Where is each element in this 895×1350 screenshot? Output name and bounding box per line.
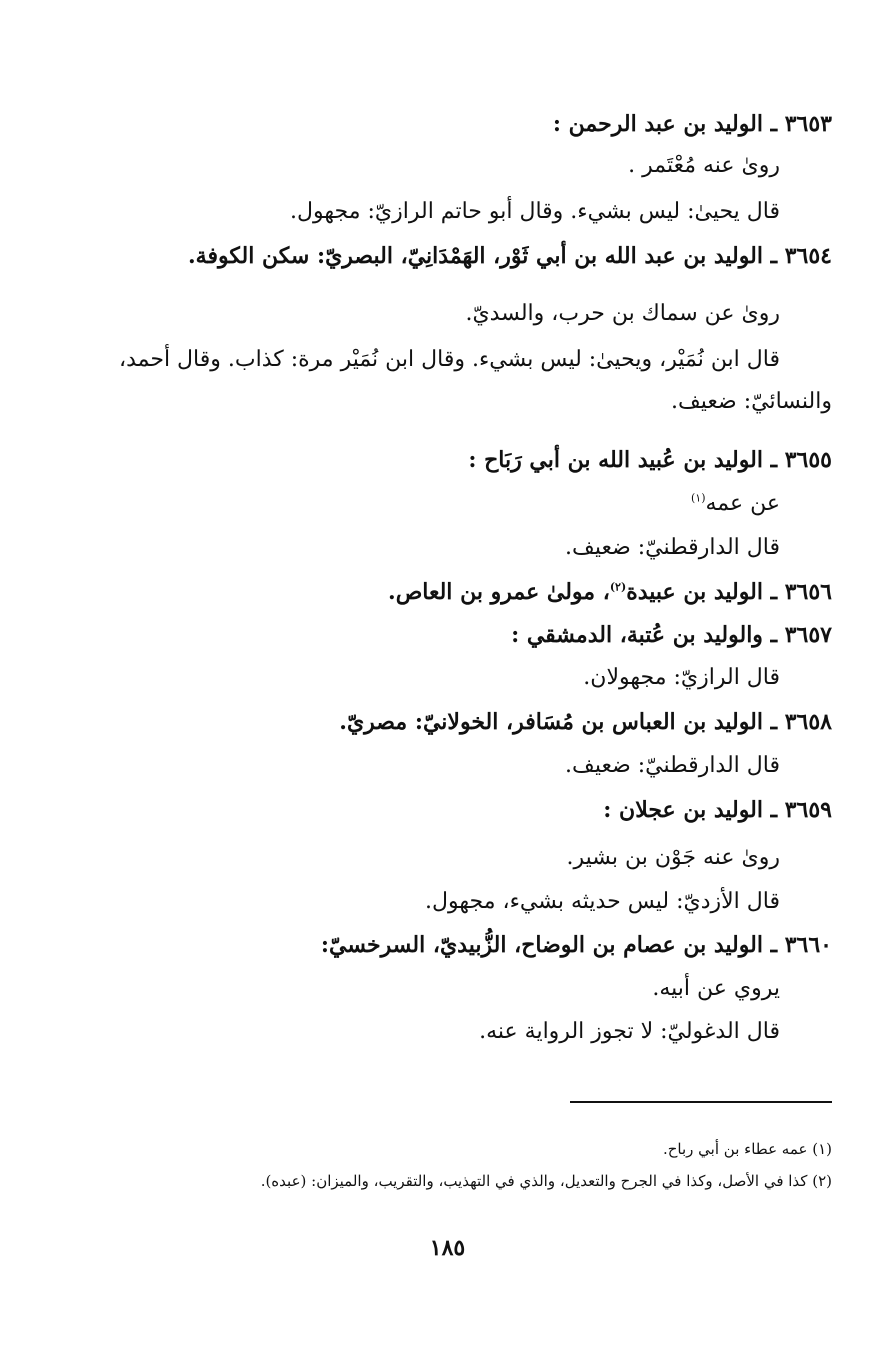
entry-text-line: رویٰ عن سماك بن حرب، والسديّ. [465, 301, 780, 326]
dash: ـ [770, 709, 778, 735]
entry-text: عن عمه [705, 491, 780, 516]
entry-text-line: قال يحيىٰ: ليس بشيء. وقال أبو حاتم الرازيّ: مجهول. [290, 199, 780, 224]
entry-number: ٣٦٥٨ [784, 709, 832, 735]
dash: ـ [770, 243, 778, 269]
entry-text-line: قال الأزديّ: ليس حديثه بشيء، مجهول. [425, 889, 780, 914]
footnote-ref: (٢) [609, 580, 627, 594]
entry-number: ٣٦٦٠ [784, 932, 832, 958]
entry-number: ٣٦٥٦ [784, 579, 832, 605]
entry-heading-3660 [321, 925, 832, 965]
entry-name: الوليد بن عجلان : [603, 797, 763, 823]
entry-heading-3653 [553, 104, 832, 144]
entry-heading-3659 [603, 790, 832, 830]
entry-name: الوليد بن عبيدة [626, 579, 763, 605]
entry-name: الوليد بن عُبيد الله بن أبي رَبَاح : [468, 447, 763, 473]
entry-number: ٣٦٥٤ [784, 243, 832, 269]
entry-text-line: والنسائيّ: ضعيف. [671, 389, 832, 414]
entry-name: الوليد بن عبد الله بن أبي ثَوْر، الهَمْدَانِيّ، البصريّ: سكن الكوفة. [188, 243, 763, 269]
entry-number: ٣٦٥٩ [784, 797, 832, 823]
entry-text-line: رویٰ عنه جَوْن بن بشير. [566, 845, 780, 870]
entry-number: ٣٦٥٣ [784, 111, 832, 137]
entry-heading-3657 [511, 615, 832, 655]
entry-number: ٣٦٥٧ [784, 622, 832, 648]
dash: ـ [770, 797, 778, 823]
dash: ـ [770, 622, 778, 648]
footnote-1: (١) عمه عطاء بن أبي رباح. [662, 1140, 832, 1158]
entry-heading-3654 [188, 236, 832, 276]
entry-heading-3656 [388, 572, 832, 612]
entry-number: ٣٦٥٥ [784, 447, 832, 473]
footnote-ref: (١) [690, 491, 706, 505]
entry-heading-3655 [468, 440, 832, 480]
entry-text-line: قال الدغوليّ: لا تجوز الرواية عنه. [479, 1019, 780, 1044]
entry-name: والوليد بن عُتبة، الدمشقي : [511, 622, 763, 648]
footnote-2: (٢) كذا في الأصل، وكذا في الجرح والتعديل، والذي في التهذيب، والتقريب، والميزان: (عبده). [260, 1172, 832, 1190]
dash: ـ [770, 111, 778, 137]
dash: ـ [770, 447, 778, 473]
footnote-divider [570, 1101, 832, 1103]
entry-name-rest: ، مولىٰ عمرو بن العاص. [388, 579, 610, 605]
entry-text-line: رویٰ عنه مُعْتَمر . [628, 153, 780, 178]
entry-heading-3658 [339, 702, 832, 742]
entry-name: الوليد بن عصام بن الوضاح، الزُّبيديّ، السرخسيّ: [320, 932, 763, 958]
entry-name: الوليد بن عبد الرحمن : [552, 111, 763, 137]
entry-name: الوليد بن العباس بن مُسَافر، الخولانيّ: مصريّ. [339, 709, 763, 735]
dash: ـ [770, 932, 778, 958]
entry-text-line: قال الرازيّ: مجهولان. [583, 665, 780, 690]
entry-text-line [691, 484, 780, 524]
entry-text-line: يروي عن أبيه. [652, 976, 780, 1001]
entry-text-line: قال الدارقطنيّ: ضعيف. [565, 753, 780, 778]
page-number: ١٨٥ [429, 1235, 466, 1261]
entry-text-line: قال ابن نُمَيْر، ويحيىٰ: ليس بشيء. وقال ابن نُمَيْر مرة: كذاب. وقال أحمد، [118, 347, 780, 372]
entry-text-line: قال الدارقطنيّ: ضعيف. [565, 535, 780, 560]
dash: ـ [770, 579, 778, 605]
